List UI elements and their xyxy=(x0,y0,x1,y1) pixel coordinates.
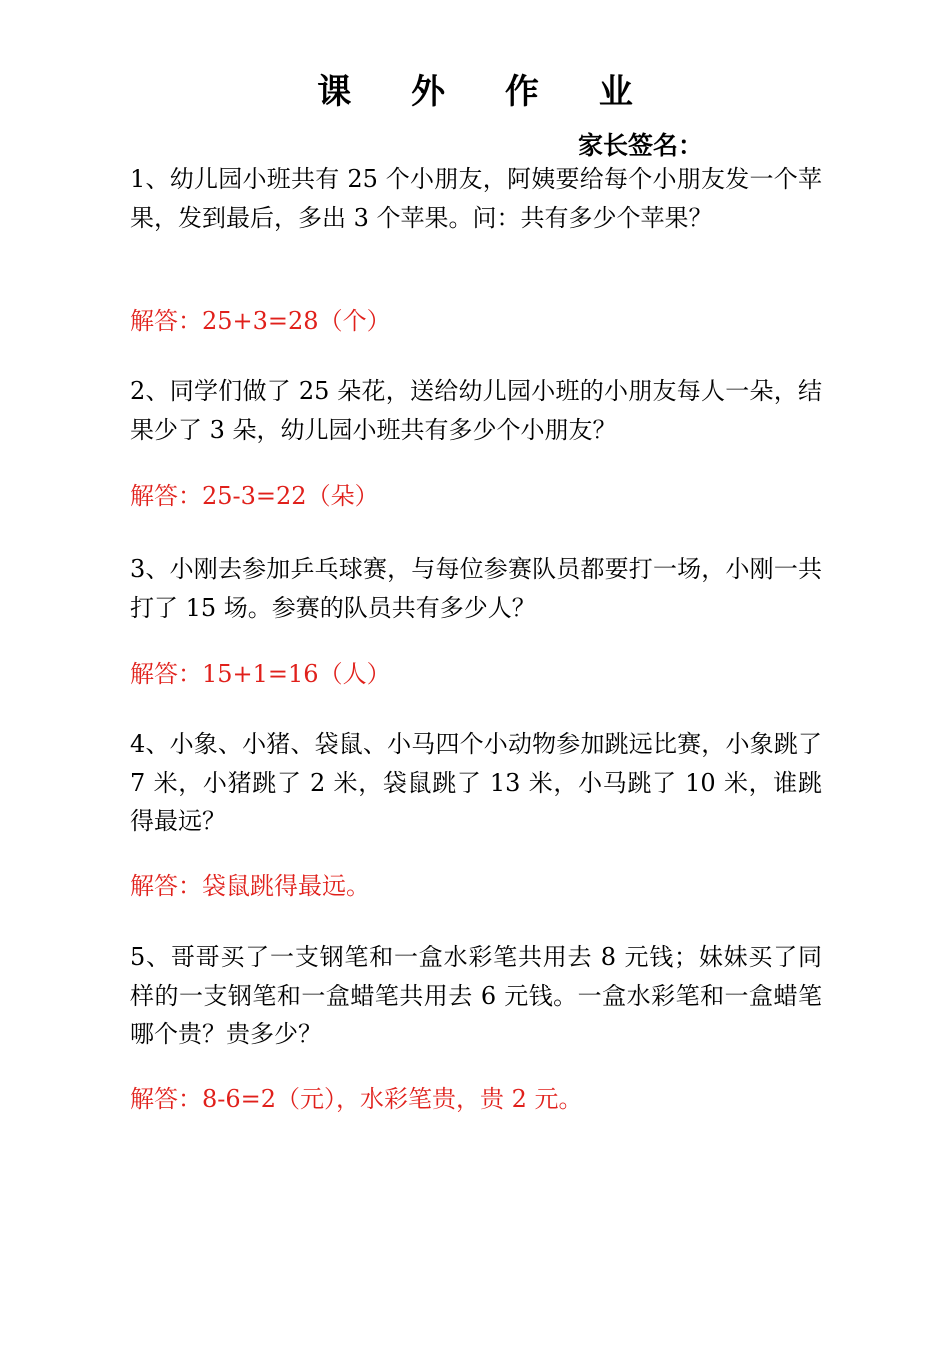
question-3: 3、小刚去参加乒乓球赛，与每位参赛队员都要打一场，小刚一共打了 15 场。参赛的队员共有多少人？ xyxy=(130,555,822,622)
question-1: 1、幼儿园小班共有 25 个小朋友，阿姨要给每个小朋友发一个苹果，发到最后，多出 3 个苹果。问：共有多少个苹果？ xyxy=(130,165,822,232)
question-2: 2、同学们做了 25 朵花，送给幼儿园小班的小朋友每人一朵，结果少了 3 朵，幼儿园小班共有多少个小朋友？ xyxy=(130,377,822,444)
answer-5: 解答：8-6=2（元），水彩笔贵，贵 2 元。 xyxy=(130,1085,583,1113)
answer-1: 解答：25+3=28（个） xyxy=(130,307,391,335)
answer-3: 解答：15+1=16（人） xyxy=(130,660,391,688)
answer-4: 解答：袋鼠跳得最远。 xyxy=(130,872,370,900)
parent-signature-label: 家长签名： xyxy=(578,131,704,160)
page-title: 课 外 作 业 xyxy=(317,72,657,112)
question-4: 4、小象、小猪、袋鼠、小马四个小动物参加跳远比赛，小象跳了 7 米，小猪跳了 2 米，袋鼠跳了 13 米，小马跳了 10 米，谁跳得最远？ xyxy=(130,730,822,835)
answer-2: 解答：25-3=22（朵） xyxy=(130,482,379,510)
question-5: 5、哥哥买了一支钢笔和一盒水彩笔共用去 8 元钱；妹妹买了同样的一支钢笔和一盒蜡笔共用去 6 元钱。一盒水彩笔和一盒蜡笔哪个贵？贵多少？ xyxy=(130,943,822,1048)
